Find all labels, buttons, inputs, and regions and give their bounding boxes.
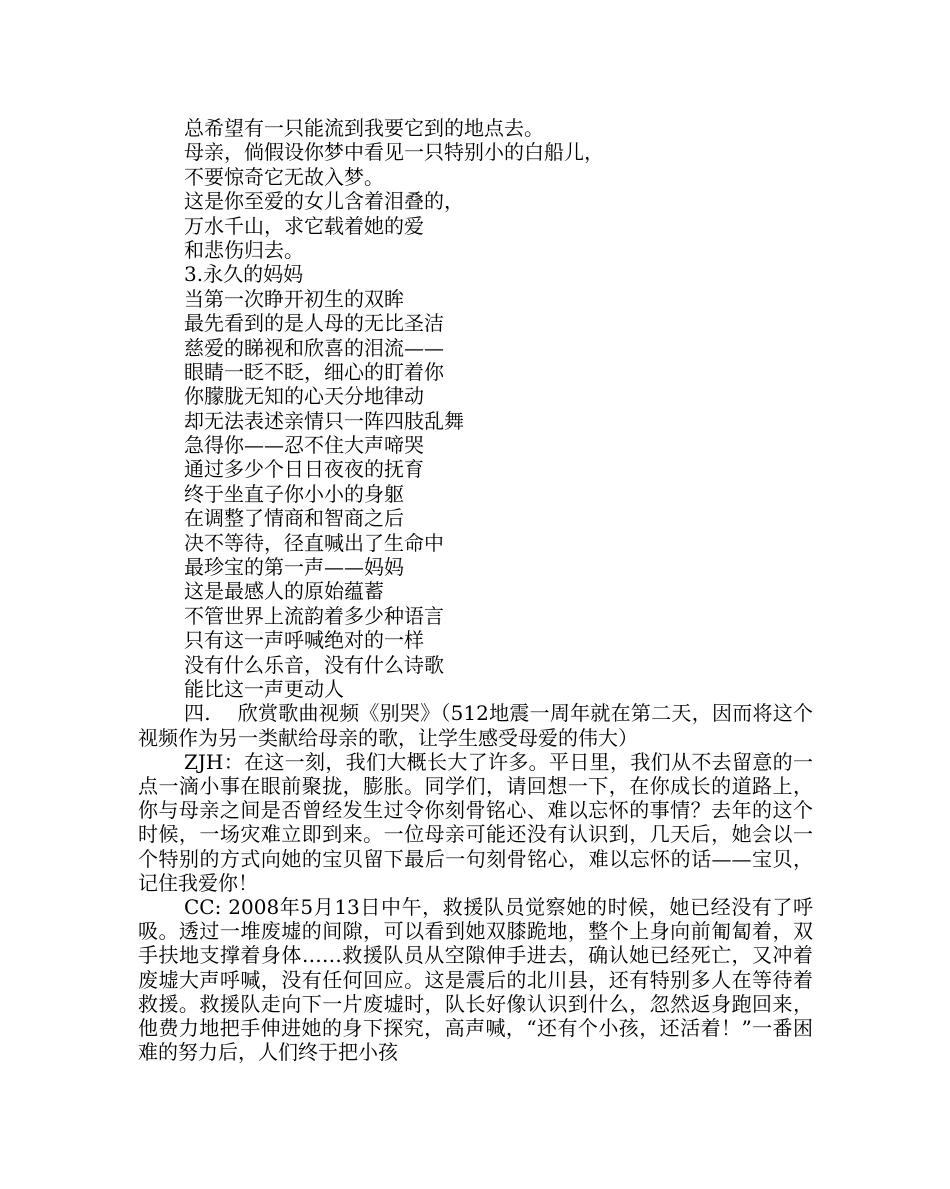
document-body: [138, 116, 813, 1064]
poem-title: 3.永久的妈妈: [184, 262, 304, 287]
poem-line: 能比这一声更动人: [184, 676, 344, 701]
poem-line: 最珍宝的第一声——妈妈: [184, 555, 404, 580]
poem-line: 母亲，倘假设你梦中看见一只特别小的白船儿，: [184, 140, 604, 165]
section-four-heading: 四. 欣赏歌曲视频《别哭》（512地震一周年就在第二天，因而将这个视频作为另一类献给母亲的歌，让学生感受母爱的伟大）: [138, 701, 813, 750]
poem-line: 在调整了情商和智商之后: [184, 506, 404, 531]
poem-line: 这是你至爱的女儿含着泪叠的，: [184, 189, 464, 214]
poem-line: 决不等待，径直喊出了生命中: [184, 530, 444, 555]
poem-line: 和悲伤归去。: [184, 237, 304, 262]
poem-line: 总希望有一只能流到我要它到的地点去。: [184, 116, 544, 140]
poem-line: 慈爱的睇视和欣喜的泪流——: [184, 335, 444, 360]
poem-line: 通过多少个日日夜夜的抚育: [184, 457, 424, 482]
poem-line: 只有这一声呼喊绝对的一样: [184, 628, 424, 653]
poem-line: 最先看到的是人母的无比圣洁: [184, 311, 444, 336]
poem-line: 却无法表述亲情只一阵四肢乱舞: [184, 408, 464, 433]
poem-line: 急得你——忍不住大声啼哭: [184, 433, 424, 458]
poem-line: 终于坐直子你小小的身躯: [184, 481, 404, 506]
zjh-paragraph: ZJH：在这一刻，我们大概长大了许多。平日里，我们从不去留意的一点一滴小事在眼前聚拢，膨胀。同学们，请回想一下，在你成长的道路上，你与母亲之间是否曾经发生过令你刻骨铭心、难以忘怀的事情？去年的这个时候，一场灾难立即到来。一位母亲可能还没有认识到，几天后，她会以一个特别的方式向她的宝贝留下最后一句刻骨铭心，难以忘怀的话——宝贝，记住我爱你！: [138, 749, 813, 895]
cc-paragraph: CC: 2008年5月13日中午，救援队员觉察她的时候，她已经没有了呼吸。透过一堆废墟的间隙，可以看到她双膝跪地，整个上身向前匍匐着，双手扶地支撑着身体……救援队员从空隙伸手进去，确认她已经死亡，又冲着废墟大声呼喊，没有任何回应。这是震后的北川县，还有特别多人在等待着救援。救援队走向下一片废墟时，队长好像认识到什么，忽然返身跑回来，他费力地把手伸进她的身下探究，高声喊，“还有个小孩，还活着！”一番困难的努力后，人们终于把小孩: [138, 895, 813, 1065]
poem-line: 你朦胧无知的心天分地律动: [184, 384, 424, 409]
poem-line: 不要惊奇它无故入梦。: [184, 164, 384, 189]
poem-line: 这是最感人的原始蕴蓄: [184, 579, 384, 604]
poem-line: 不管世界上流韵着多少种语言: [184, 603, 444, 628]
poem-line: 没有什么乐音，没有什么诗歌: [184, 652, 444, 677]
poem-line: 当第一次睁开初生的双眸: [184, 286, 404, 311]
poem-line: 万水千山，求它载着她的爱: [184, 213, 424, 238]
poem-line: 眼睛一眨不眨，细心的盯着你: [184, 359, 444, 384]
